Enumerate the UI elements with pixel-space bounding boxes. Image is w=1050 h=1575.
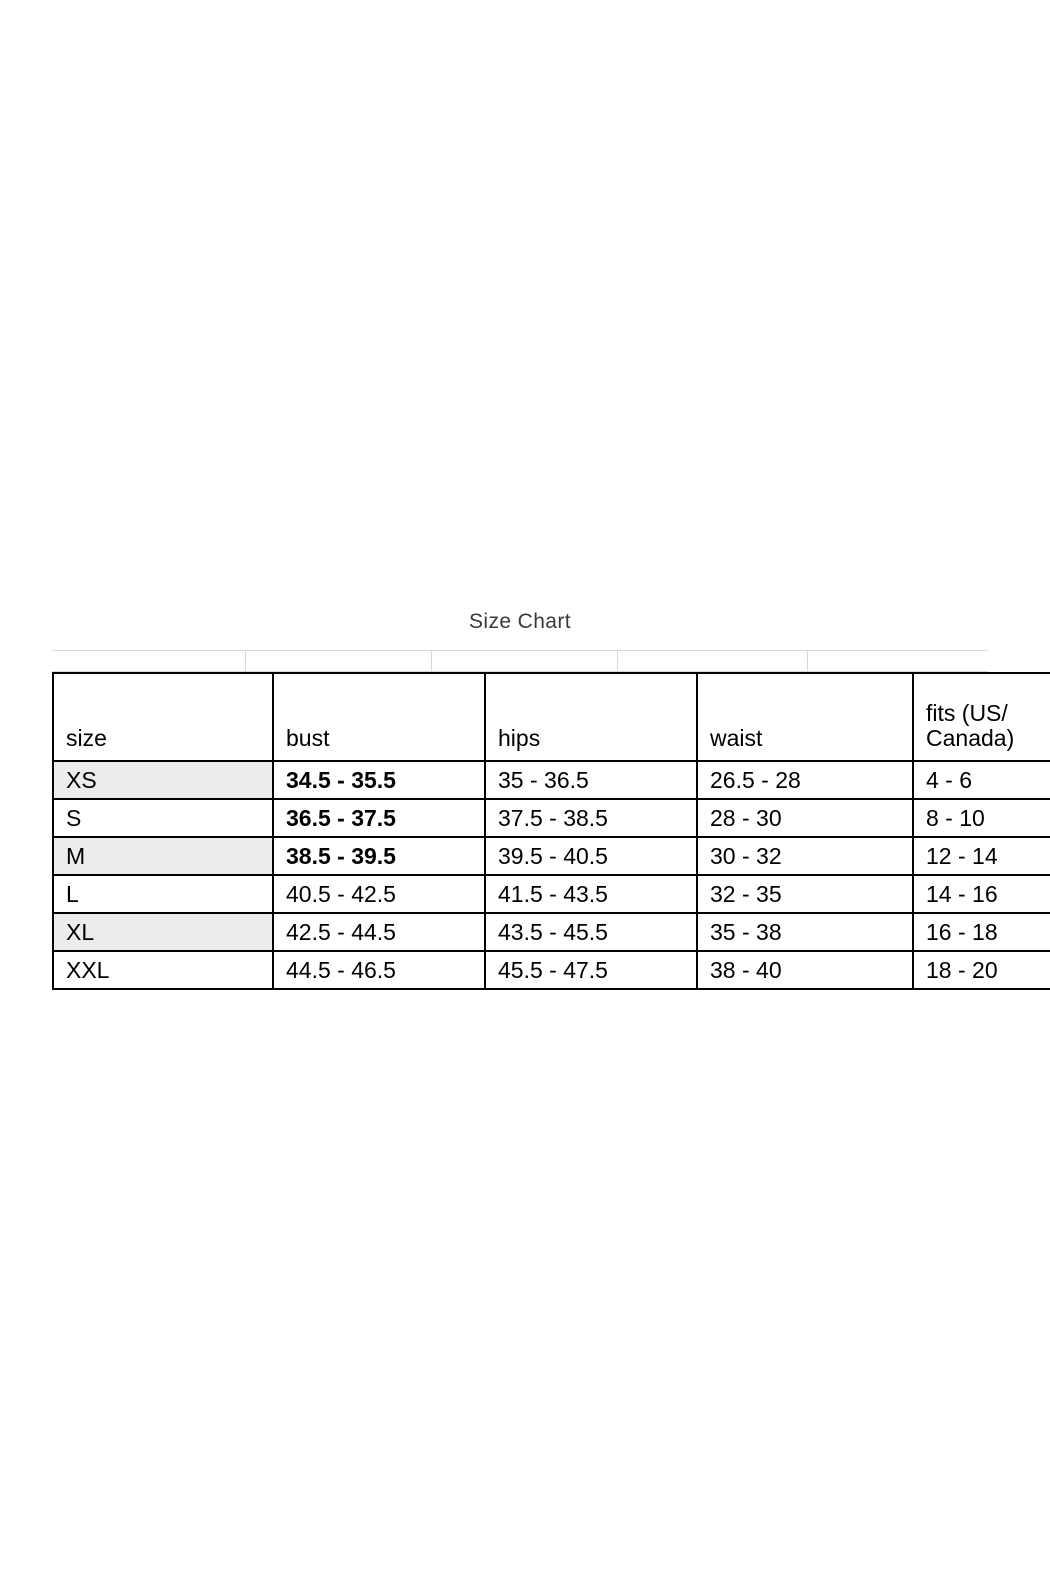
table-row bbox=[53, 875, 1050, 913]
column-header-size: size bbox=[53, 673, 273, 761]
cell-bust: 36.5 - 37.5 bbox=[273, 799, 485, 837]
table-row bbox=[53, 837, 1050, 875]
cell-fits: 14 - 16 bbox=[913, 875, 1050, 913]
cell-waist: 38 - 40 bbox=[697, 951, 913, 989]
size-chart-container bbox=[52, 610, 1015, 990]
column-header-fits-line1: fits (US/ bbox=[926, 699, 1008, 726]
column-header-fits bbox=[913, 673, 1050, 761]
table-row bbox=[53, 761, 1050, 799]
cell-waist: 32 - 35 bbox=[697, 875, 913, 913]
cell-hips: 41.5 - 43.5 bbox=[485, 875, 697, 913]
top-rule-segment-hips bbox=[432, 651, 618, 671]
cell-hips: 45.5 - 47.5 bbox=[485, 951, 697, 989]
cell-bust: 38.5 - 39.5 bbox=[273, 837, 485, 875]
column-header-bust: bust bbox=[273, 673, 485, 761]
cell-bust: 34.5 - 35.5 bbox=[273, 761, 485, 799]
cell-waist: 35 - 38 bbox=[697, 913, 913, 951]
table-header-row bbox=[53, 673, 1050, 761]
table-top-rule bbox=[52, 650, 988, 672]
cell-hips: 37.5 - 38.5 bbox=[485, 799, 697, 837]
cell-hips: 43.5 - 45.5 bbox=[485, 913, 697, 951]
cell-fits: 12 - 14 bbox=[913, 837, 1050, 875]
top-rule-segment-size bbox=[52, 651, 246, 671]
column-header-waist: waist bbox=[697, 673, 913, 761]
cell-bust: 42.5 - 44.5 bbox=[273, 913, 485, 951]
cell-size: XL bbox=[53, 913, 273, 951]
cell-size: M bbox=[53, 837, 273, 875]
cell-fits: 18 - 20 bbox=[913, 951, 1050, 989]
cell-size: XXL bbox=[53, 951, 273, 989]
cell-hips: 35 - 36.5 bbox=[485, 761, 697, 799]
cell-hips: 39.5 - 40.5 bbox=[485, 837, 697, 875]
cell-waist: 26.5 - 28 bbox=[697, 761, 913, 799]
cell-fits: 16 - 18 bbox=[913, 913, 1050, 951]
top-rule-segment-fits bbox=[808, 651, 988, 671]
table-row bbox=[53, 951, 1050, 989]
cell-size: XS bbox=[53, 761, 273, 799]
column-header-hips: hips bbox=[485, 673, 697, 761]
top-rule-segment-bust bbox=[246, 651, 432, 671]
column-header-fits-line2: Canada) bbox=[926, 725, 1015, 752]
cell-bust: 44.5 - 46.5 bbox=[273, 951, 485, 989]
cell-waist: 28 - 30 bbox=[697, 799, 913, 837]
page-title: Size Chart bbox=[468, 610, 572, 633]
cell-size: S bbox=[53, 799, 273, 837]
cell-fits: 8 - 10 bbox=[913, 799, 1050, 837]
cell-size: L bbox=[53, 875, 273, 913]
cell-fits: 4 - 6 bbox=[913, 761, 1050, 799]
table-row bbox=[53, 913, 1050, 951]
top-rule-segment-waist bbox=[618, 651, 808, 671]
cell-bust: 40.5 - 42.5 bbox=[273, 875, 485, 913]
cell-waist: 30 - 32 bbox=[697, 837, 913, 875]
table-row bbox=[53, 799, 1050, 837]
size-chart-table bbox=[52, 672, 1050, 990]
